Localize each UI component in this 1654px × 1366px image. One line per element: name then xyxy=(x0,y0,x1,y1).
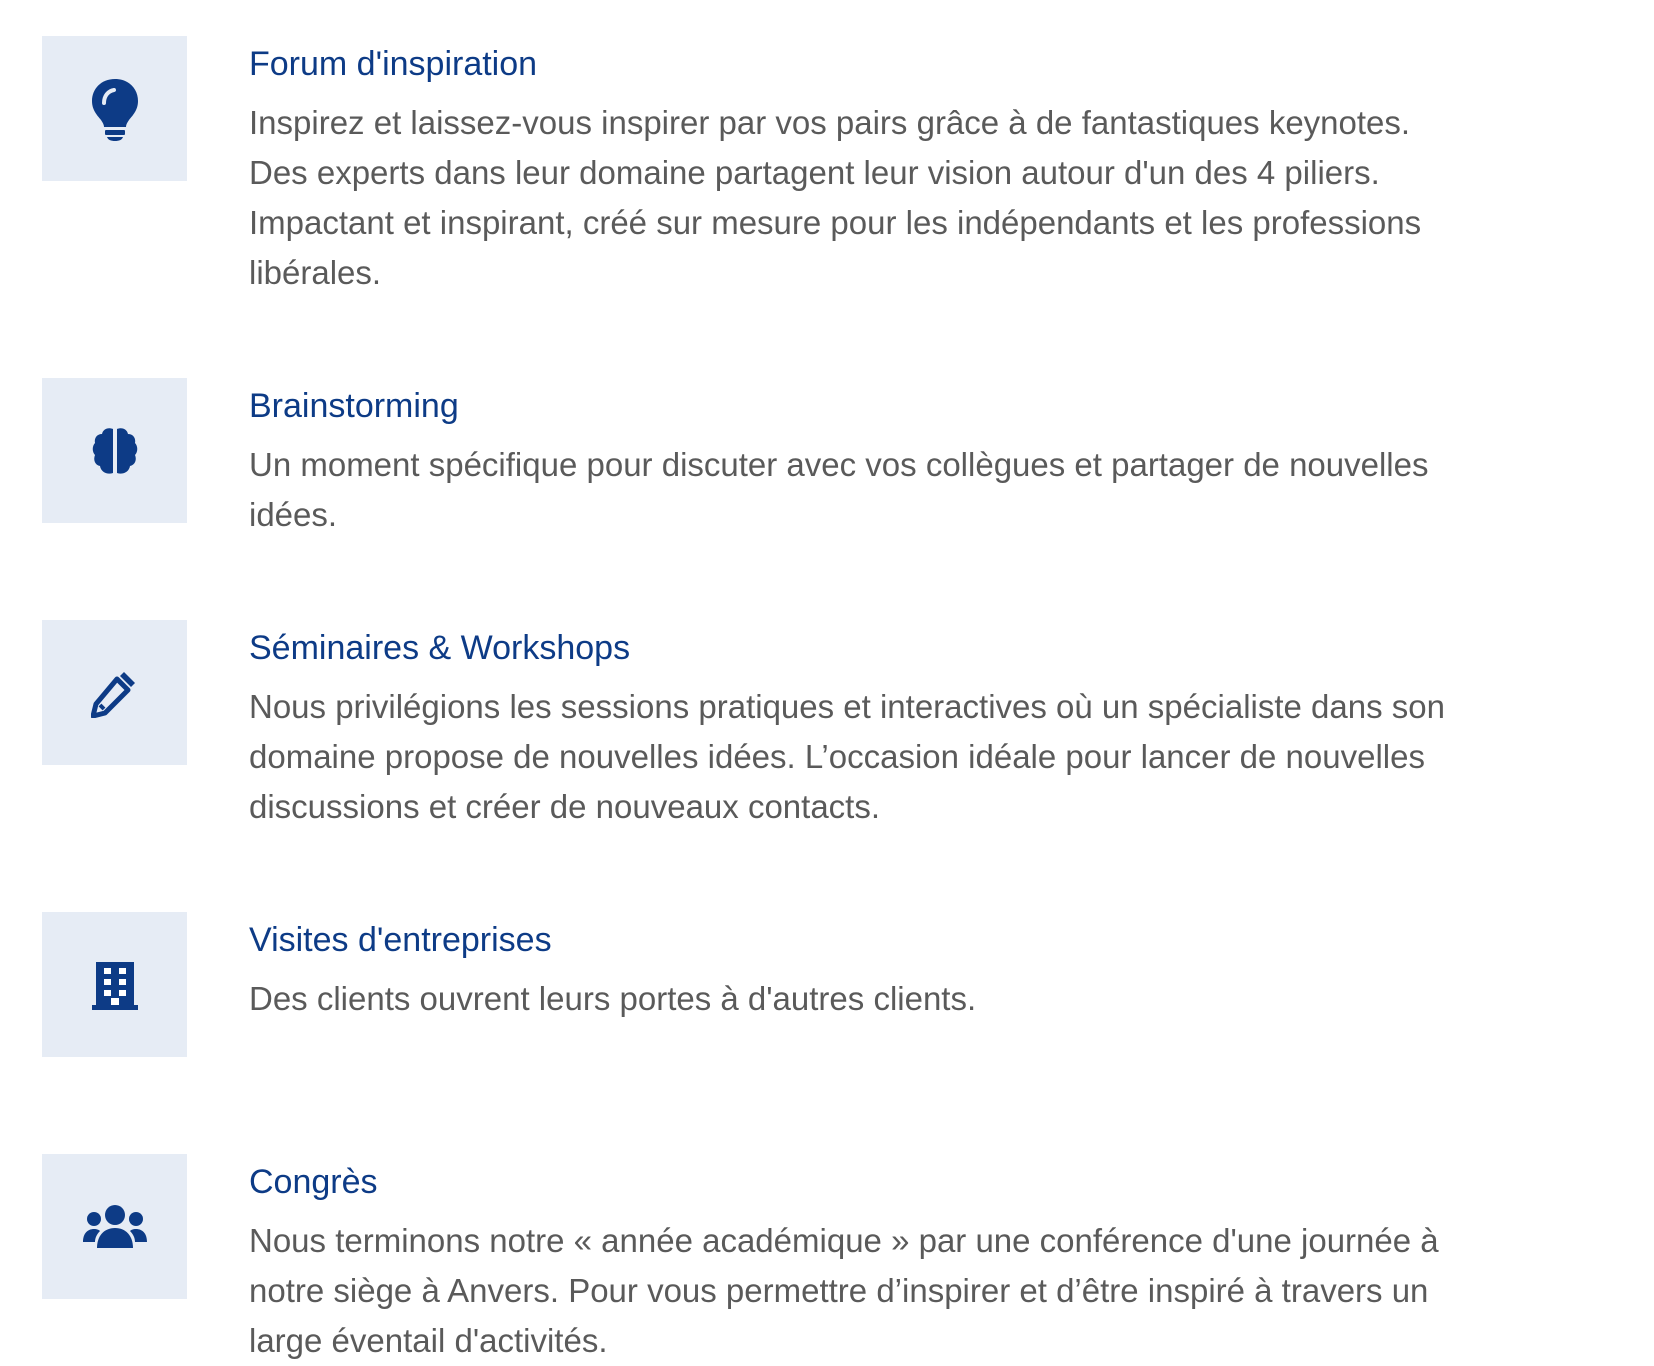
feature-description: Inspirez et laissez-vous inspirer par vos pairs grâce à de fantastiques keynotes. Des experts dans leur domaine partagent leur vision autour d'un des 4 piliers. Impactant et inspirant, créé sur mesure pour les indépendants et les professions libérales. xyxy=(249,104,1422,291)
icon-tile xyxy=(42,1154,187,1299)
building-icon xyxy=(92,960,138,1010)
users-icon xyxy=(83,1204,147,1250)
brain-icon xyxy=(92,426,138,476)
feature-description: Un moment spécifique pour discuter avec vos collègues et partager de nouvelles idées. xyxy=(249,446,1429,533)
feature-title: Séminaires & Workshops xyxy=(249,629,631,667)
icon-tile xyxy=(42,378,187,523)
icon-tile xyxy=(42,912,187,1057)
feature-title: Congrès xyxy=(249,1163,378,1201)
feature-description: Des clients ouvrent leurs portes à d'autres clients. xyxy=(249,980,977,1017)
feature-title: Brainstorming xyxy=(249,387,459,425)
icon-tile xyxy=(42,620,187,765)
feature-description: Nous privilégions les sessions pratiques et interactives où un spécialiste dans son domaine propose de nouvelles idées. L’occasion idéale pour lancer de nouvelles discussions et créer de nouveaux contacts. xyxy=(249,688,1445,825)
feature-title: Visites d'entreprises xyxy=(249,921,552,959)
feature-description: Nous terminons notre « année académique » par une conférence d'une journée à notre siège à Anvers. Pour vous permettre d’inspirer et d’être inspiré à travers un large éventail d'activités. xyxy=(249,1222,1439,1359)
feature-title: Forum d'inspiration xyxy=(249,45,538,83)
icon-tile xyxy=(42,36,187,181)
lightbulb-icon xyxy=(90,77,140,141)
pencil-icon xyxy=(91,668,139,718)
